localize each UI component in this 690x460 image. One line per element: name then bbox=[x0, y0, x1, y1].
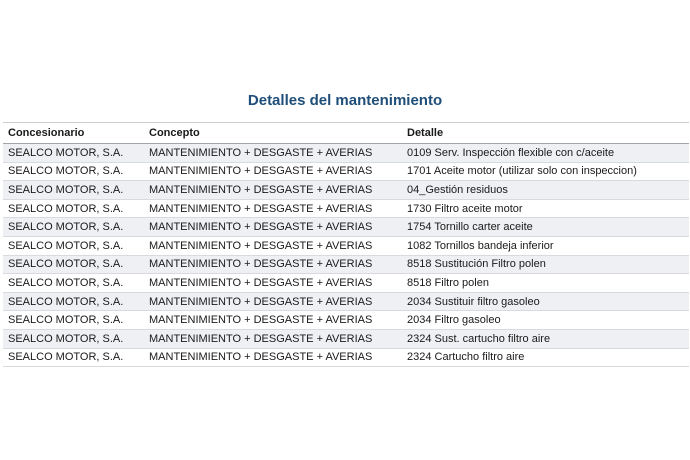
detalle-cell: 2034 Filtro gasoleo bbox=[402, 311, 689, 330]
table-body bbox=[3, 144, 689, 367]
concepto-cell: MANTENIMIENTO + DESGASTE + AVERIAS bbox=[144, 236, 402, 255]
concesionario-cell: SEALCO MOTOR, S.A. bbox=[3, 329, 144, 348]
table-row bbox=[3, 199, 689, 218]
detalle-cell: 1701 Aceite motor (utilizar solo con inspeccion) bbox=[402, 162, 689, 181]
concepto-cell: MANTENIMIENTO + DESGASTE + AVERIAS bbox=[144, 144, 402, 163]
concepto-cell: MANTENIMIENTO + DESGASTE + AVERIAS bbox=[144, 255, 402, 274]
maintenance-table bbox=[3, 122, 689, 367]
concesionario-cell: SEALCO MOTOR, S.A. bbox=[3, 144, 144, 163]
detalle-cell: 0109 Serv. Inspección flexible con c/aceite bbox=[402, 144, 689, 163]
concepto-cell: MANTENIMIENTO + DESGASTE + AVERIAS bbox=[144, 162, 402, 181]
concepto-cell: MANTENIMIENTO + DESGASTE + AVERIAS bbox=[144, 274, 402, 293]
table-header-row bbox=[3, 123, 689, 144]
column-header-concepto: Concepto bbox=[144, 123, 402, 144]
table-row bbox=[3, 348, 689, 367]
detalle-cell: 04_Gestión residuos bbox=[402, 181, 689, 200]
detalle-cell: 1754 Tornillo carter aceite bbox=[402, 218, 689, 237]
concepto-cell: MANTENIMIENTO + DESGASTE + AVERIAS bbox=[144, 311, 402, 330]
detalle-cell: 2034 Sustituir filtro gasoleo bbox=[402, 292, 689, 311]
concesionario-cell: SEALCO MOTOR, S.A. bbox=[3, 199, 144, 218]
table-row bbox=[3, 274, 689, 293]
detalle-cell: 2324 Cartucho filtro aire bbox=[402, 348, 689, 367]
table-row bbox=[3, 162, 689, 181]
table-row bbox=[3, 144, 689, 163]
table-row bbox=[3, 236, 689, 255]
concesionario-cell: SEALCO MOTOR, S.A. bbox=[3, 274, 144, 293]
detalle-cell: 8518 Sustitución Filtro polen bbox=[402, 255, 689, 274]
concesionario-cell: SEALCO MOTOR, S.A. bbox=[3, 162, 144, 181]
column-header-detalle: Detalle bbox=[402, 123, 689, 144]
concepto-cell: MANTENIMIENTO + DESGASTE + AVERIAS bbox=[144, 218, 402, 237]
concepto-cell: MANTENIMIENTO + DESGASTE + AVERIAS bbox=[144, 292, 402, 311]
table-row bbox=[3, 181, 689, 200]
concesionario-cell: SEALCO MOTOR, S.A. bbox=[3, 236, 144, 255]
detalle-cell: 8518 Filtro polen bbox=[402, 274, 689, 293]
concesionario-cell: SEALCO MOTOR, S.A. bbox=[3, 181, 144, 200]
concepto-cell: MANTENIMIENTO + DESGASTE + AVERIAS bbox=[144, 181, 402, 200]
concesionario-cell: SEALCO MOTOR, S.A. bbox=[3, 292, 144, 311]
table-row bbox=[3, 292, 689, 311]
detalle-cell: 1730 Filtro aceite motor bbox=[402, 199, 689, 218]
concesionario-cell: SEALCO MOTOR, S.A. bbox=[3, 311, 144, 330]
table-row bbox=[3, 218, 689, 237]
detalle-cell: 1082 Tornillos bandeja inferior bbox=[402, 236, 689, 255]
table-row bbox=[3, 255, 689, 274]
concesionario-cell: SEALCO MOTOR, S.A. bbox=[3, 218, 144, 237]
concesionario-cell: SEALCO MOTOR, S.A. bbox=[3, 348, 144, 367]
concepto-cell: MANTENIMIENTO + DESGASTE + AVERIAS bbox=[144, 329, 402, 348]
concepto-cell: MANTENIMIENTO + DESGASTE + AVERIAS bbox=[144, 199, 402, 218]
concepto-cell: MANTENIMIENTO + DESGASTE + AVERIAS bbox=[144, 348, 402, 367]
page-title: Detalles del mantenimiento bbox=[247, 92, 443, 109]
column-header-concesionario: Concesionario bbox=[3, 123, 144, 144]
table-row bbox=[3, 329, 689, 348]
detalle-cell: 2324 Sust. cartucho filtro aire bbox=[402, 329, 689, 348]
concesionario-cell: SEALCO MOTOR, S.A. bbox=[3, 255, 144, 274]
table-row bbox=[3, 311, 689, 330]
